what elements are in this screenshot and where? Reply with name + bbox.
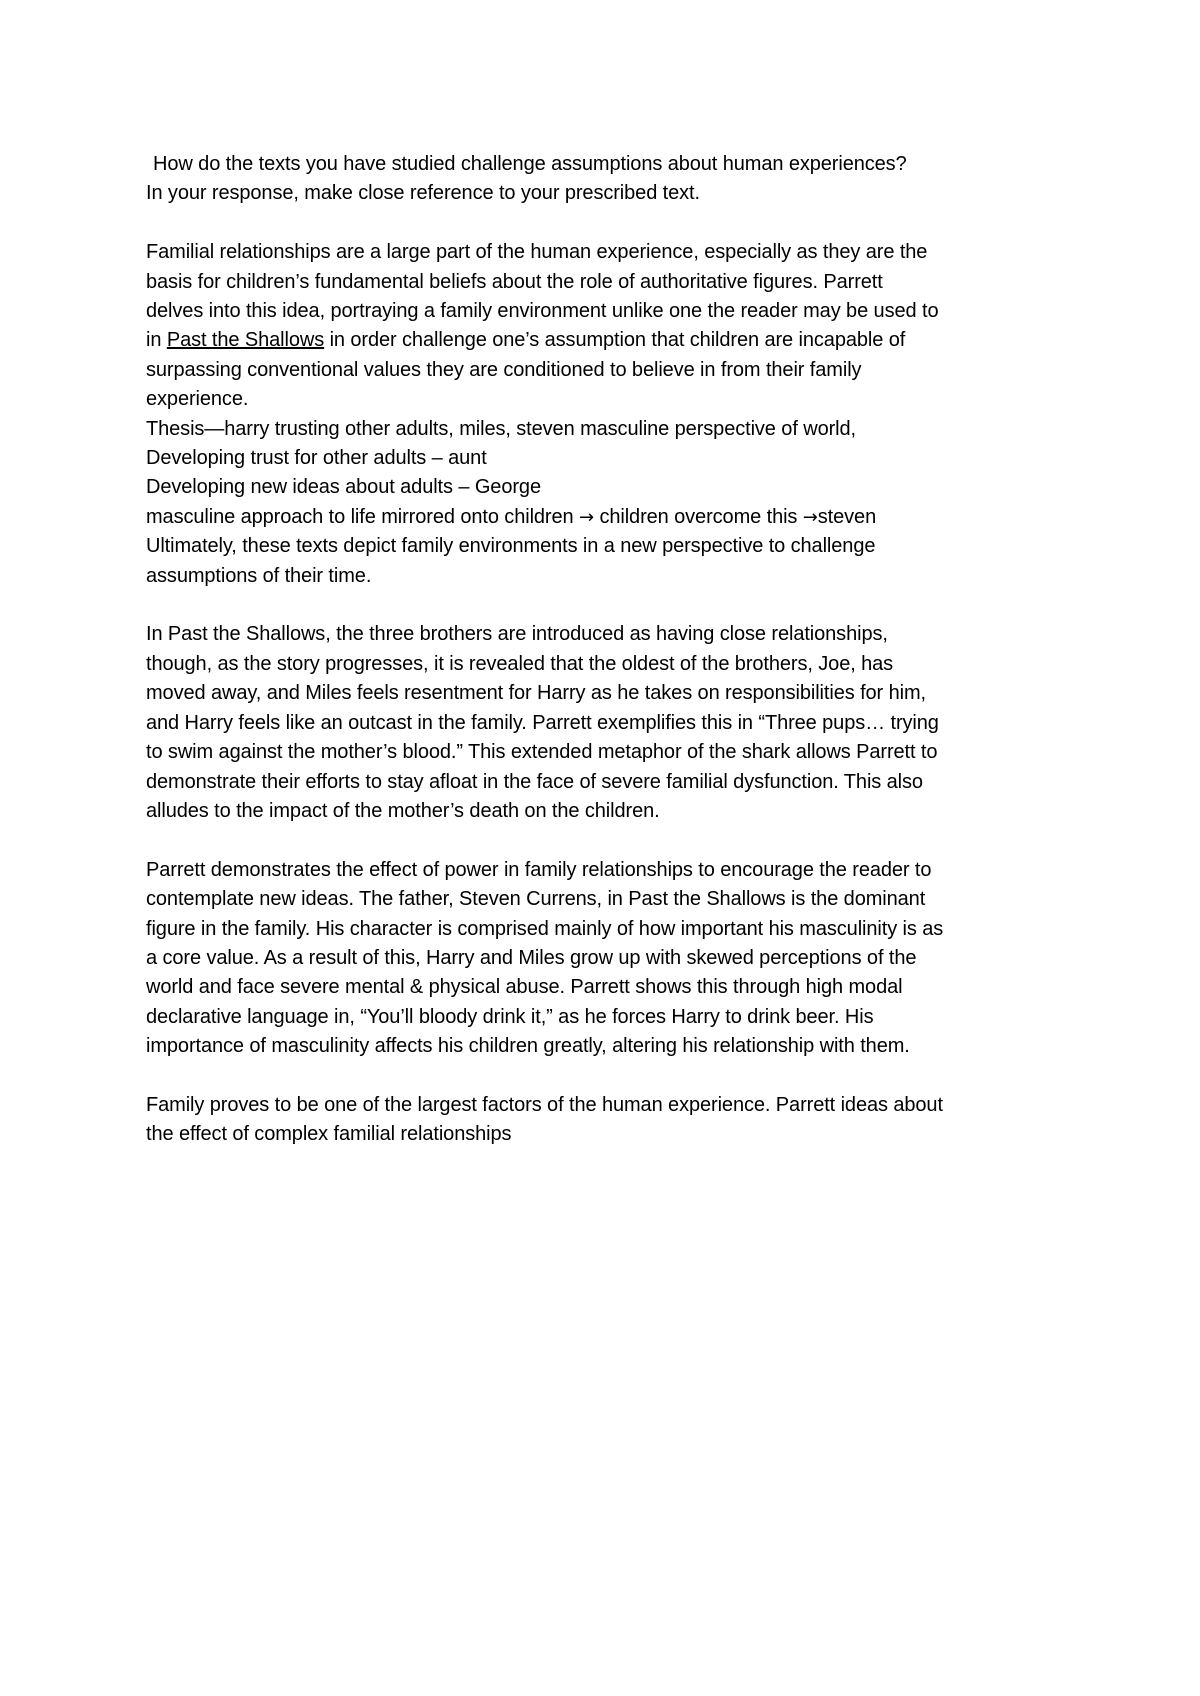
essay-question	[146, 150, 1076, 209]
note-line: Developing new ideas about adults – George	[146, 476, 541, 499]
text-fragment: steven	[817, 505, 877, 528]
body-paragraph-1	[146, 620, 1076, 826]
paragraph-spacer	[146, 826, 1076, 855]
text-line: Ultimately, these texts depict family environments in a new perspective to challenge	[146, 535, 876, 558]
text-line: importance of masculinity affects his children greatly, altering his relationship with them.	[146, 1035, 910, 1058]
text-line: basis for children’s fundamental beliefs about the role of authoritative figures. Parrett	[146, 270, 883, 293]
text-line: contemplate new ideas. The father, Steven Currens, in Past the Shallows is the dominant	[146, 888, 926, 911]
intro-paragraph	[146, 238, 1076, 414]
text-line: surpassing conventional values they are conditioned to believe in from their family	[146, 358, 862, 381]
document-body	[146, 150, 1076, 1150]
conclusion-paragraph	[146, 1091, 1076, 1150]
text-line: Parrett demonstrates the effect of power in family relationships to encourage the reader to	[146, 858, 932, 881]
note-line: Developing trust for other adults – aunt	[146, 447, 487, 470]
text-line: In Past the Shallows, the three brothers are introduced as having close relationships,	[146, 623, 888, 646]
text-line: Familial relationships are a large part of the human experience, especially as they are the	[146, 241, 928, 264]
text-line: a core value. As a result of this, Harry and Miles grow up with skewed perceptions of the	[146, 946, 917, 969]
text-line: experience.	[146, 388, 249, 411]
arrow-right-icon: →	[802, 506, 818, 528]
paragraph-spacer	[146, 591, 1076, 620]
question-line: In your response, make close reference to your prescribed text.	[146, 182, 700, 205]
book-title: Past the Shallows	[166, 329, 325, 352]
note-line	[146, 503, 1076, 532]
text-fragment: in	[146, 329, 167, 352]
text-line: alludes to the impact of the mother’s death on the children.	[146, 799, 660, 822]
text-line: and Harry feels like an outcast in the family. Parrett exemplifies this in “Three pups… trying	[146, 711, 939, 734]
text-line: to swim against the mother’s blood.” This extended metaphor of the shark allows Parrett to	[146, 741, 938, 764]
text-line: figure in the family. His character is comprised mainly of how important his masculinity is as	[146, 917, 944, 940]
text-line: though, as the story progresses, it is revealed that the oldest of the brothers, Joe, has	[146, 652, 894, 675]
text-fragment: masculine approach to life mirrored onto children	[146, 505, 579, 528]
text-fragment: in order challenge one’s assumption that children are incapable of	[324, 329, 906, 352]
question-line: How do the texts you have studied challenge assumptions about human experiences?	[153, 153, 907, 175]
text-line: Family proves to be one of the largest factors of the human experience. Parrett ideas about	[146, 1093, 943, 1116]
arrow-right-icon: →	[579, 506, 594, 528]
text-line: declarative language in, “You’ll bloody drink it,” as he forces Harry to drink beer. His	[146, 1005, 874, 1028]
text-fragment: children overcome this	[593, 505, 803, 528]
text-line: delves into this idea, portraying a family environment unlike one the reader may be used to	[146, 300, 939, 323]
text-line: the effect of complex familial relationships	[146, 1123, 512, 1146]
paragraph-spacer	[146, 209, 1076, 238]
text-line: world and face severe mental & physical abuse. Parrett shows this through high modal	[146, 976, 903, 999]
text-line: moved away, and Miles feels resentment for Harry as he takes on responsibilities for him,	[146, 682, 926, 705]
paragraph-spacer	[146, 1062, 1076, 1091]
text-line: assumptions of their time.	[146, 564, 372, 587]
text-line	[146, 326, 1076, 355]
text-line: demonstrate their efforts to stay afloat in the face of severe familial dysfunction. This also	[146, 770, 923, 793]
body-paragraph-2	[146, 856, 1076, 1062]
essay-notes	[146, 415, 1076, 591]
thesis-line: Thesis—harry trusting other adults, miles, steven masculine perspective of world,	[146, 417, 856, 440]
